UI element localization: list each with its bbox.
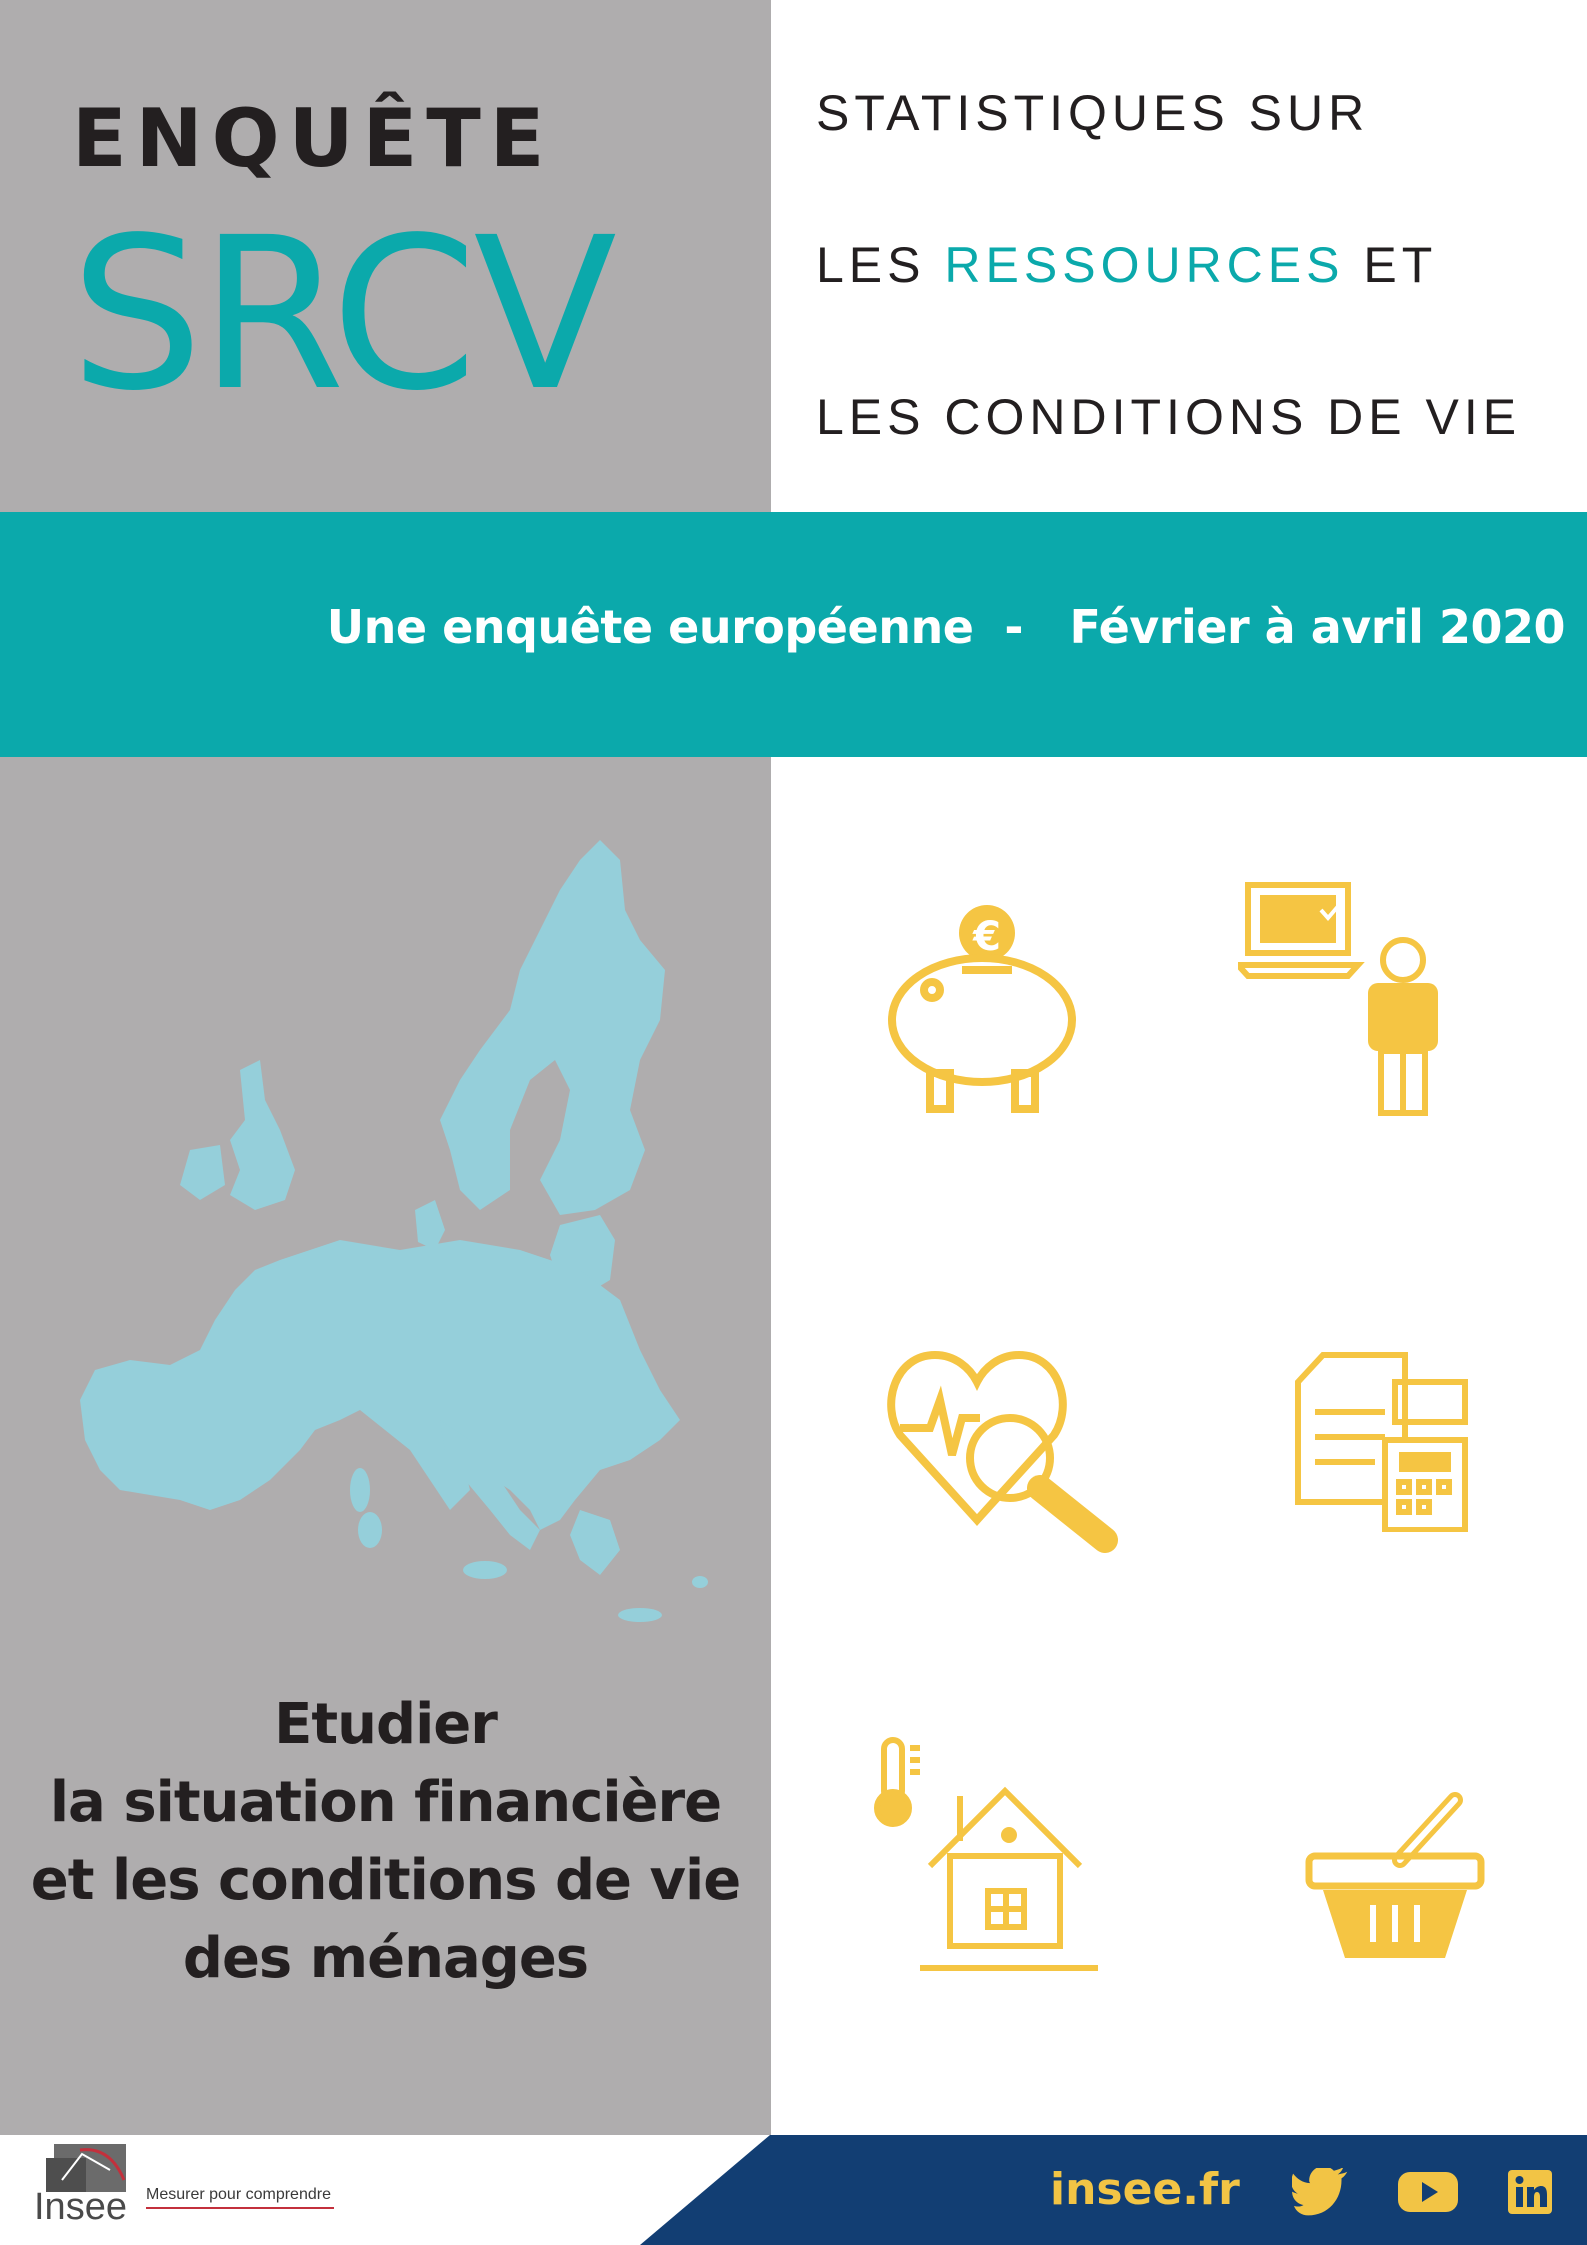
house-thermometer-icon xyxy=(870,1736,1110,1976)
linkedin-icon[interactable] xyxy=(1508,2170,1552,2214)
header-line-2-highlight: RESSOURCES xyxy=(944,237,1345,293)
study-purpose xyxy=(0,1686,771,1998)
header-line-1: STATISTIQUES SUR xyxy=(816,85,1370,141)
survey-label: ENQUÊTE xyxy=(72,92,554,185)
survey-subtitle: Une enquête européenne - Février à avril 2020 xyxy=(326,600,1565,654)
study-line-1: Etudier xyxy=(274,1692,497,1757)
header-line-2-start: LES xyxy=(816,237,945,293)
svg-text:€: € xyxy=(973,914,1001,960)
insee-tagline: Mesurer pour comprendre xyxy=(146,2186,331,2203)
header-line-2 xyxy=(816,236,1437,294)
study-line-3: et les conditions de vie xyxy=(30,1848,741,1913)
study-line-2: la situation financière xyxy=(49,1770,722,1835)
documents-calculator-icon xyxy=(1295,1352,1475,1532)
header-line-2-end: ET xyxy=(1344,237,1438,293)
piggy-bank-euro-icon xyxy=(872,898,1092,1118)
insee-logo-text: Insee xyxy=(34,2186,127,2228)
tagline-underline xyxy=(146,2207,334,2209)
youtube-icon[interactable] xyxy=(1398,2170,1458,2214)
study-line-4: des ménages xyxy=(182,1926,589,1991)
header-line-3: LES CONDITIONS DE VIE xyxy=(816,389,1522,445)
survey-acronym: SRCV xyxy=(70,192,614,437)
twitter-icon[interactable] xyxy=(1292,2168,1350,2216)
heart-magnifier-icon xyxy=(880,1340,1130,1560)
person-laptop-icon xyxy=(1238,880,1448,1120)
website-link[interactable]: insee.fr xyxy=(1050,2164,1240,2215)
europe-map-image xyxy=(40,830,730,1630)
shopping-basket-icon xyxy=(1305,1790,1485,1970)
